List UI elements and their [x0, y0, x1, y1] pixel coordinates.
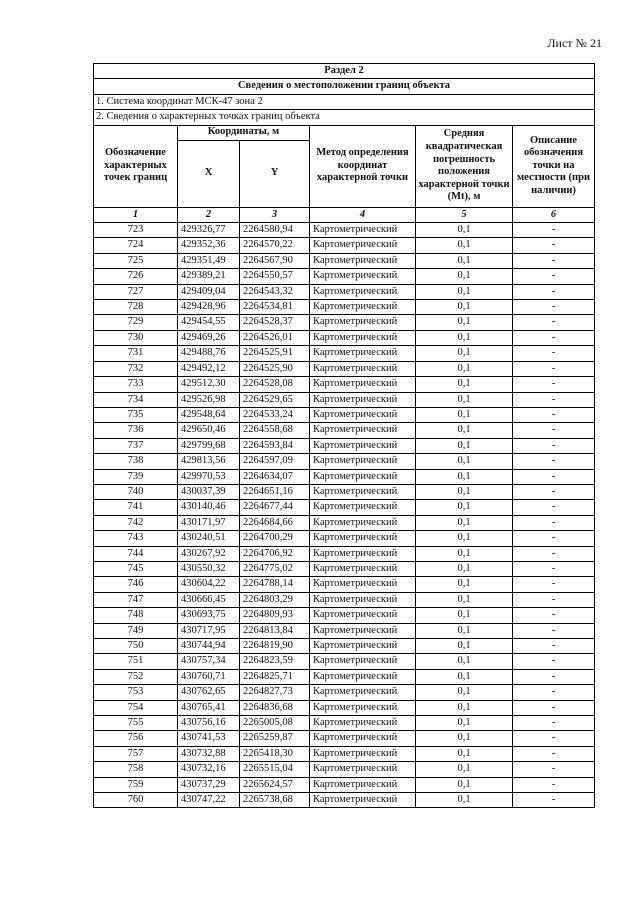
error-cell: 0,1: [416, 639, 513, 654]
description-cell: -: [513, 346, 595, 361]
x-coordinate-cell: 430037,39: [178, 484, 240, 499]
description-cell: -: [513, 223, 595, 238]
table-body: [94, 223, 595, 808]
description-cell: -: [513, 515, 595, 530]
point-id-cell: 752: [94, 669, 178, 684]
description-cell: -: [513, 238, 595, 253]
description-cell: -: [513, 469, 595, 484]
x-coordinate-cell: 430717,95: [178, 623, 240, 638]
y-coordinate-cell: 2264543,32: [240, 284, 310, 299]
y-coordinate-cell: 2264634,07: [240, 469, 310, 484]
header-coordinates: Координаты, м: [178, 125, 310, 140]
error-cell: 0,1: [416, 500, 513, 515]
method-cell: Картометрический: [310, 300, 416, 315]
y-coordinate-cell: 2265005,08: [240, 716, 310, 731]
y-coordinate-cell: 2264550,57: [240, 269, 310, 284]
y-coordinate-cell: 2264534,81: [240, 300, 310, 315]
table-row: [94, 639, 595, 654]
description-cell: -: [513, 793, 595, 808]
x-coordinate-cell: 430240,51: [178, 531, 240, 546]
y-coordinate-cell: 2264803,29: [240, 592, 310, 607]
column-number: 3: [240, 207, 310, 222]
x-coordinate-cell: 430741,53: [178, 731, 240, 746]
x-coordinate-cell: 430744,94: [178, 639, 240, 654]
x-coordinate-cell: 430666,45: [178, 592, 240, 607]
y-coordinate-cell: 2264788,14: [240, 577, 310, 592]
column-number: 6: [513, 207, 595, 222]
error-cell: 0,1: [416, 407, 513, 422]
point-id-cell: 751: [94, 654, 178, 669]
description-cell: -: [513, 685, 595, 700]
header-y: Y: [240, 140, 310, 207]
y-coordinate-cell: 2264528,08: [240, 377, 310, 392]
error-cell: 0,1: [416, 700, 513, 715]
method-cell: Картометрический: [310, 746, 416, 761]
table-row: [94, 223, 595, 238]
y-coordinate-cell: 2265515,04: [240, 762, 310, 777]
point-id-cell: 725: [94, 253, 178, 268]
point-id-cell: 755: [94, 716, 178, 731]
point-id-cell: 756: [94, 731, 178, 746]
point-id-cell: 757: [94, 746, 178, 761]
table-row: [94, 361, 595, 376]
y-coordinate-cell: 2264651,16: [240, 484, 310, 499]
table-row: [94, 793, 595, 808]
method-cell: Картометрический: [310, 515, 416, 530]
x-coordinate-cell: 429488,76: [178, 346, 240, 361]
point-id-cell: 732: [94, 361, 178, 376]
x-coordinate-cell: 430171,97: [178, 515, 240, 530]
description-cell: -: [513, 484, 595, 499]
point-id-cell: 727: [94, 284, 178, 299]
x-coordinate-cell: 429970,53: [178, 469, 240, 484]
error-cell: 0,1: [416, 238, 513, 253]
point-id-cell: 744: [94, 546, 178, 561]
error-cell: 0,1: [416, 669, 513, 684]
method-cell: Картометрический: [310, 361, 416, 376]
x-coordinate-cell: 430765,41: [178, 700, 240, 715]
point-id-cell: 731: [94, 346, 178, 361]
method-cell: Картометрический: [310, 608, 416, 623]
point-id-cell: 726: [94, 269, 178, 284]
x-coordinate-cell: 429469,26: [178, 330, 240, 345]
point-id-cell: 734: [94, 392, 178, 407]
y-coordinate-cell: 2264597,09: [240, 454, 310, 469]
error-cell: 0,1: [416, 546, 513, 561]
method-cell: Картометрический: [310, 500, 416, 515]
x-coordinate-cell: 430747,22: [178, 793, 240, 808]
method-cell: Картометрический: [310, 561, 416, 576]
method-cell: Картометрический: [310, 654, 416, 669]
method-cell: Картометрический: [310, 777, 416, 792]
error-cell: 0,1: [416, 315, 513, 330]
y-coordinate-cell: 2264813,84: [240, 623, 310, 638]
x-coordinate-cell: 429492,12: [178, 361, 240, 376]
y-coordinate-cell: 2264570,22: [240, 238, 310, 253]
description-cell: -: [513, 423, 595, 438]
error-cell: 0,1: [416, 515, 513, 530]
error-cell: 0,1: [416, 454, 513, 469]
error-cell: 0,1: [416, 361, 513, 376]
header-error: Средняя квадратическая погрешность положения характерной точки (Mt), м: [416, 125, 513, 207]
header-x: X: [178, 140, 240, 207]
y-coordinate-cell: 2264825,71: [240, 669, 310, 684]
point-id-cell: 759: [94, 777, 178, 792]
table-row: [94, 423, 595, 438]
description-cell: -: [513, 654, 595, 669]
table-row: [94, 592, 595, 607]
error-cell: 0,1: [416, 793, 513, 808]
x-coordinate-cell: 429389,21: [178, 269, 240, 284]
description-cell: -: [513, 700, 595, 715]
method-cell: Картометрический: [310, 669, 416, 684]
description-cell: -: [513, 407, 595, 422]
description-cell: -: [513, 608, 595, 623]
error-cell: 0,1: [416, 531, 513, 546]
x-coordinate-cell: 429512,30: [178, 377, 240, 392]
description-cell: -: [513, 392, 595, 407]
x-coordinate-cell: 429526,98: [178, 392, 240, 407]
x-coordinate-cell: 430762,65: [178, 685, 240, 700]
table-row: [94, 500, 595, 515]
point-id-cell: 748: [94, 608, 178, 623]
x-coordinate-cell: 430732,16: [178, 762, 240, 777]
y-coordinate-cell: 2264567,90: [240, 253, 310, 268]
point-id-cell: 736: [94, 423, 178, 438]
table-row: [94, 608, 595, 623]
y-coordinate-cell: 2264775,02: [240, 561, 310, 576]
y-coordinate-cell: 2265738,68: [240, 793, 310, 808]
description-cell: -: [513, 269, 595, 284]
method-cell: Картометрический: [310, 269, 416, 284]
description-cell: -: [513, 592, 595, 607]
table-row: [94, 531, 595, 546]
x-coordinate-cell: 430693,75: [178, 608, 240, 623]
x-coordinate-cell: 429428,96: [178, 300, 240, 315]
error-cell: 0,1: [416, 716, 513, 731]
x-coordinate-cell: 430140,46: [178, 500, 240, 515]
column-number: 4: [310, 207, 416, 222]
description-cell: -: [513, 762, 595, 777]
method-cell: Картометрический: [310, 423, 416, 438]
table-row: [94, 623, 595, 638]
x-coordinate-cell: 429799,68: [178, 438, 240, 453]
method-cell: Картометрический: [310, 238, 416, 253]
table-row: [94, 484, 595, 499]
description-cell: -: [513, 454, 595, 469]
y-coordinate-cell: 2264819,90: [240, 639, 310, 654]
method-cell: Картометрический: [310, 315, 416, 330]
point-id-cell: 738: [94, 454, 178, 469]
table-row: [94, 330, 595, 345]
point-id-cell: 723: [94, 223, 178, 238]
x-coordinate-cell: 429409,04: [178, 284, 240, 299]
method-cell: Картометрический: [310, 392, 416, 407]
table-row: [94, 700, 595, 715]
y-coordinate-cell: 2264836,68: [240, 700, 310, 715]
table-row: [94, 777, 595, 792]
point-id-cell: 760: [94, 793, 178, 808]
section-title: Раздел 2: [94, 64, 595, 79]
error-cell: 0,1: [416, 623, 513, 638]
y-coordinate-cell: 2264580,94: [240, 223, 310, 238]
x-coordinate-cell: 429351,49: [178, 253, 240, 268]
header-description: Описание обозначения точки на местности (при наличии): [513, 125, 595, 207]
error-cell: 0,1: [416, 330, 513, 345]
point-id-cell: 750: [94, 639, 178, 654]
point-id-cell: 728: [94, 300, 178, 315]
error-cell: 0,1: [416, 592, 513, 607]
error-cell: 0,1: [416, 438, 513, 453]
error-cell: 0,1: [416, 423, 513, 438]
y-coordinate-cell: 2264525,91: [240, 346, 310, 361]
point-id-cell: 739: [94, 469, 178, 484]
point-id-cell: 735: [94, 407, 178, 422]
description-cell: -: [513, 669, 595, 684]
section-subtitle: Сведения о местоположении границ объекта: [94, 79, 595, 94]
description-cell: -: [513, 531, 595, 546]
table-row: [94, 346, 595, 361]
method-cell: Картометрический: [310, 346, 416, 361]
error-cell: 0,1: [416, 377, 513, 392]
method-cell: Картометрический: [310, 577, 416, 592]
point-id-cell: 749: [94, 623, 178, 638]
point-id-cell: 733: [94, 377, 178, 392]
method-cell: Картометрический: [310, 716, 416, 731]
point-id-cell: 746: [94, 577, 178, 592]
table-row: [94, 284, 595, 299]
point-id-cell: 740: [94, 484, 178, 499]
description-cell: -: [513, 577, 595, 592]
description-cell: -: [513, 623, 595, 638]
error-cell: 0,1: [416, 654, 513, 669]
error-cell: 0,1: [416, 608, 513, 623]
error-cell: 0,1: [416, 577, 513, 592]
method-cell: Картометрический: [310, 592, 416, 607]
description-cell: -: [513, 253, 595, 268]
table-row: [94, 762, 595, 777]
header-designation: Обозначение характерных точек границ: [94, 125, 178, 207]
y-coordinate-cell: 2265624,57: [240, 777, 310, 792]
x-coordinate-cell: 430757,34: [178, 654, 240, 669]
point-id-cell: 754: [94, 700, 178, 715]
description-cell: -: [513, 561, 595, 576]
x-coordinate-cell: 430267,92: [178, 546, 240, 561]
table-row: [94, 315, 595, 330]
error-cell: 0,1: [416, 746, 513, 761]
y-coordinate-cell: 2265418,30: [240, 746, 310, 761]
column-number: 1: [94, 207, 178, 222]
y-coordinate-cell: 2264706,92: [240, 546, 310, 561]
description-cell: -: [513, 300, 595, 315]
method-cell: Картометрический: [310, 700, 416, 715]
description-cell: -: [513, 330, 595, 345]
description-cell: -: [513, 777, 595, 792]
table-row: [94, 654, 595, 669]
point-id-cell: 745: [94, 561, 178, 576]
x-coordinate-cell: 429548,64: [178, 407, 240, 422]
point-id-cell: 742: [94, 515, 178, 530]
method-cell: Картометрический: [310, 469, 416, 484]
table-row: [94, 392, 595, 407]
table-row: [94, 238, 595, 253]
column-number: 2: [178, 207, 240, 222]
error-cell: 0,1: [416, 561, 513, 576]
method-cell: Картометрический: [310, 253, 416, 268]
y-coordinate-cell: 2264677,44: [240, 500, 310, 515]
x-coordinate-cell: 429352,36: [178, 238, 240, 253]
y-coordinate-cell: 2264558,68: [240, 423, 310, 438]
error-cell: 0,1: [416, 469, 513, 484]
x-coordinate-cell: 430550,32: [178, 561, 240, 576]
y-coordinate-cell: 2264827,73: [240, 685, 310, 700]
error-cell: 0,1: [416, 284, 513, 299]
x-coordinate-cell: 429650,46: [178, 423, 240, 438]
table-row: [94, 546, 595, 561]
error-cell: 0,1: [416, 484, 513, 499]
error-cell: 0,1: [416, 392, 513, 407]
point-id-cell: 747: [94, 592, 178, 607]
method-cell: Картометрический: [310, 793, 416, 808]
error-cell: 0,1: [416, 253, 513, 268]
y-coordinate-cell: 2264525,90: [240, 361, 310, 376]
table-row: [94, 716, 595, 731]
error-cell: 0,1: [416, 300, 513, 315]
header-method: Метод определения координат характерной точки: [310, 125, 416, 207]
column-number: 5: [416, 207, 513, 222]
method-cell: Картометрический: [310, 223, 416, 238]
description-cell: -: [513, 639, 595, 654]
table-row: [94, 561, 595, 576]
y-coordinate-cell: 2264684,66: [240, 515, 310, 530]
x-coordinate-cell: 430737,29: [178, 777, 240, 792]
method-cell: Картометрический: [310, 407, 416, 422]
table-row: [94, 515, 595, 530]
y-coordinate-cell: 2264528,37: [240, 315, 310, 330]
description-cell: -: [513, 731, 595, 746]
error-cell: 0,1: [416, 731, 513, 746]
table-row: [94, 469, 595, 484]
boundary-points-table: [93, 63, 595, 808]
method-cell: Картометрический: [310, 623, 416, 638]
table-row: [94, 300, 595, 315]
sheet-number: Лист № 21: [547, 36, 602, 50]
table-row: [94, 407, 595, 422]
method-cell: Картометрический: [310, 762, 416, 777]
x-coordinate-cell: 430756,16: [178, 716, 240, 731]
table-row: [94, 253, 595, 268]
error-cell: 0,1: [416, 777, 513, 792]
y-coordinate-cell: 2264529,65: [240, 392, 310, 407]
description-cell: -: [513, 716, 595, 731]
method-cell: Картометрический: [310, 546, 416, 561]
point-id-cell: 729: [94, 315, 178, 330]
table-row: [94, 454, 595, 469]
description-cell: -: [513, 377, 595, 392]
description-cell: -: [513, 500, 595, 515]
table-row: [94, 746, 595, 761]
table-row: [94, 269, 595, 284]
x-coordinate-cell: 430760,71: [178, 669, 240, 684]
point-id-cell: 737: [94, 438, 178, 453]
table-row: [94, 577, 595, 592]
description-cell: -: [513, 284, 595, 299]
y-coordinate-cell: 2264533,24: [240, 407, 310, 422]
point-id-cell: 753: [94, 685, 178, 700]
table-row: [94, 685, 595, 700]
points-info-line: 2. Сведения о характерных точках границ объекта: [94, 110, 595, 125]
table-row: [94, 669, 595, 684]
y-coordinate-cell: 2264809,93: [240, 608, 310, 623]
method-cell: Картометрический: [310, 454, 416, 469]
error-cell: 0,1: [416, 762, 513, 777]
x-coordinate-cell: 429813,56: [178, 454, 240, 469]
description-cell: -: [513, 315, 595, 330]
point-id-cell: 724: [94, 238, 178, 253]
point-id-cell: 741: [94, 500, 178, 515]
table-row: [94, 438, 595, 453]
method-cell: Картометрический: [310, 731, 416, 746]
coordinate-system-line: 1. Система координат МСК-47 зона 2: [94, 94, 595, 109]
x-coordinate-cell: 430604,22: [178, 577, 240, 592]
method-cell: Картометрический: [310, 685, 416, 700]
method-cell: Картометрический: [310, 377, 416, 392]
method-cell: Картометрический: [310, 639, 416, 654]
y-coordinate-cell: 2265259,87: [240, 731, 310, 746]
x-coordinate-cell: 429454,55: [178, 315, 240, 330]
table-row: [94, 731, 595, 746]
error-cell: 0,1: [416, 685, 513, 700]
table-row: [94, 377, 595, 392]
description-cell: -: [513, 546, 595, 561]
y-coordinate-cell: 2264593,84: [240, 438, 310, 453]
y-coordinate-cell: 2264700,29: [240, 531, 310, 546]
description-cell: -: [513, 438, 595, 453]
point-id-cell: 758: [94, 762, 178, 777]
error-cell: 0,1: [416, 346, 513, 361]
error-cell: 0,1: [416, 223, 513, 238]
x-coordinate-cell: 430732,88: [178, 746, 240, 761]
y-coordinate-cell: 2264823,59: [240, 654, 310, 669]
method-cell: Картометрический: [310, 484, 416, 499]
point-id-cell: 743: [94, 531, 178, 546]
description-cell: -: [513, 361, 595, 376]
error-cell: 0,1: [416, 269, 513, 284]
description-cell: -: [513, 746, 595, 761]
method-cell: Картометрический: [310, 284, 416, 299]
method-cell: Картометрический: [310, 531, 416, 546]
x-coordinate-cell: 429326,77: [178, 223, 240, 238]
method-cell: Картометрический: [310, 330, 416, 345]
y-coordinate-cell: 2264526,01: [240, 330, 310, 345]
point-id-cell: 730: [94, 330, 178, 345]
method-cell: Картометрический: [310, 438, 416, 453]
